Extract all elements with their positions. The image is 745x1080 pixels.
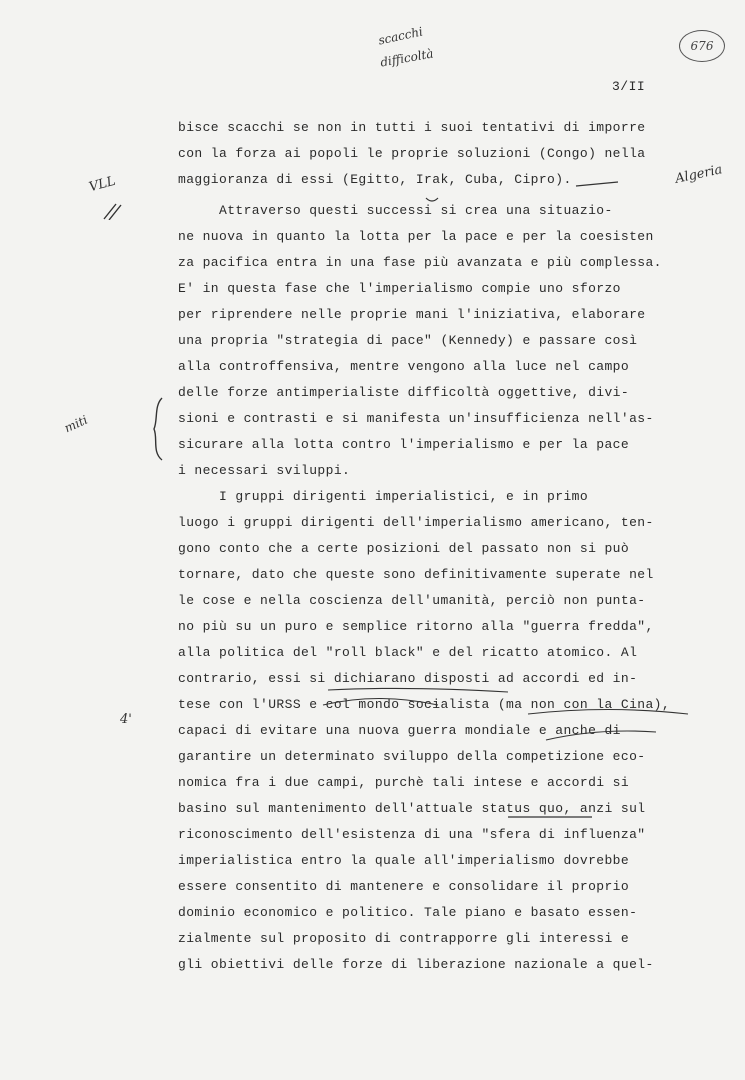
text-line: bisce scacchi se non in tutti i suoi tentativi di imporre — [178, 120, 646, 135]
handwritten-note-top-2: difficoltà — [379, 46, 435, 70]
margin-bracket-mark — [148, 396, 168, 462]
text-line: ne nuova in quanto la lotta per la pace e per la coesisten — [178, 229, 654, 244]
text-line: gono conto che a certe posizioni del passato non si può — [178, 541, 630, 556]
margin-note-left-1: VLL — [87, 173, 118, 196]
text-line: una propria "strategia di pace" (Kennedy) e passare così — [178, 333, 638, 348]
text-line: garantire un determinato sviluppo della competizione eco- — [178, 749, 646, 764]
margin-double-slash-mark — [100, 200, 126, 220]
text-line: imperialistica entro la quale all'imperialismo dovrebbe — [178, 853, 630, 868]
text-line: za pacifica entra in una fase più avanzata e più complessa. — [178, 255, 662, 270]
text-line: zialmente sul proposito di contrapporre gli interessi e — [178, 931, 630, 946]
text-line: luogo i gruppi dirigenti dell'imperialismo americano, ten- — [178, 515, 654, 530]
margin-note-right-1: Algeria — [673, 162, 724, 187]
text-line: dominio economico e politico. Tale piano e basato essen- — [178, 905, 638, 920]
text-line: E' in questa fase che l'imperialismo compie uno sforzo — [178, 281, 621, 296]
text-line: i necessari sviluppi. — [178, 463, 351, 478]
archive-number-stamp: 676 — [679, 30, 725, 62]
text-line: basino sul mantenimento dell'attuale status quo, anzi sul — [178, 801, 646, 816]
text-line: contrario, essi si dichiarano disposti ad accordi ed in- — [178, 671, 638, 686]
text-line: alla controffensiva, mentre vengono alla luce nel campo — [178, 359, 630, 374]
margin-note-left-3: 4' — [120, 712, 132, 727]
text-line: sioni e contrasti e si manifesta un'insufficienza nell'as- — [178, 411, 654, 426]
text-line: no più su un puro e semplice ritorno alla "guerra fredda", — [178, 619, 654, 634]
text-line: tese con l'URSS e col mondo socialista (ma non con la Cina), — [178, 697, 671, 712]
page-number: 3/II — [612, 79, 646, 94]
text-line: con la forza ai popoli le proprie soluzioni (Congo) nella — [178, 146, 646, 161]
text-line: essere consentito di mantenere e consolidare il proprio — [178, 879, 630, 894]
text-line: capaci di evitare una nuova guerra mondiale e anche di — [178, 723, 621, 738]
text-line: I gruppi dirigenti imperialistici, e in primo — [178, 489, 589, 504]
text-line: alla politica del "roll black" e del ricatto atomico. Al — [178, 645, 638, 660]
pen-annotations — [178, 120, 708, 820]
handwritten-note-top-1: scacchi — [377, 24, 425, 48]
text-line: delle forze antimperialiste difficoltà oggettive, divi- — [178, 385, 630, 400]
text-line: maggioranza di essi (Egitto, Irak, Cuba, Cipro). — [178, 172, 572, 187]
text-line: nomica fra i due campi, purchè tali intese e accordi si — [178, 775, 630, 790]
text-line: Attraverso questi successi si crea una situazio- — [178, 203, 613, 218]
text-line: per riprendere nelle proprie mani l'iniziativa, elaborare — [178, 307, 646, 322]
text-line: gli obiettivi delle forze di liberazione nazionale a quel- — [178, 957, 654, 972]
text-line: le cose e nella coscienza dell'umanità, perciò non punta- — [178, 593, 646, 608]
text-line: tornare, dato che queste sono definitivamente superate nel — [178, 567, 654, 582]
text-line: riconoscimento dell'esistenza di una "sfera di influenza" — [178, 827, 646, 842]
text-line: sicurare alla lotta contro l'imperialismo e per la pace — [178, 437, 630, 452]
margin-note-left-2: miti — [62, 412, 90, 436]
